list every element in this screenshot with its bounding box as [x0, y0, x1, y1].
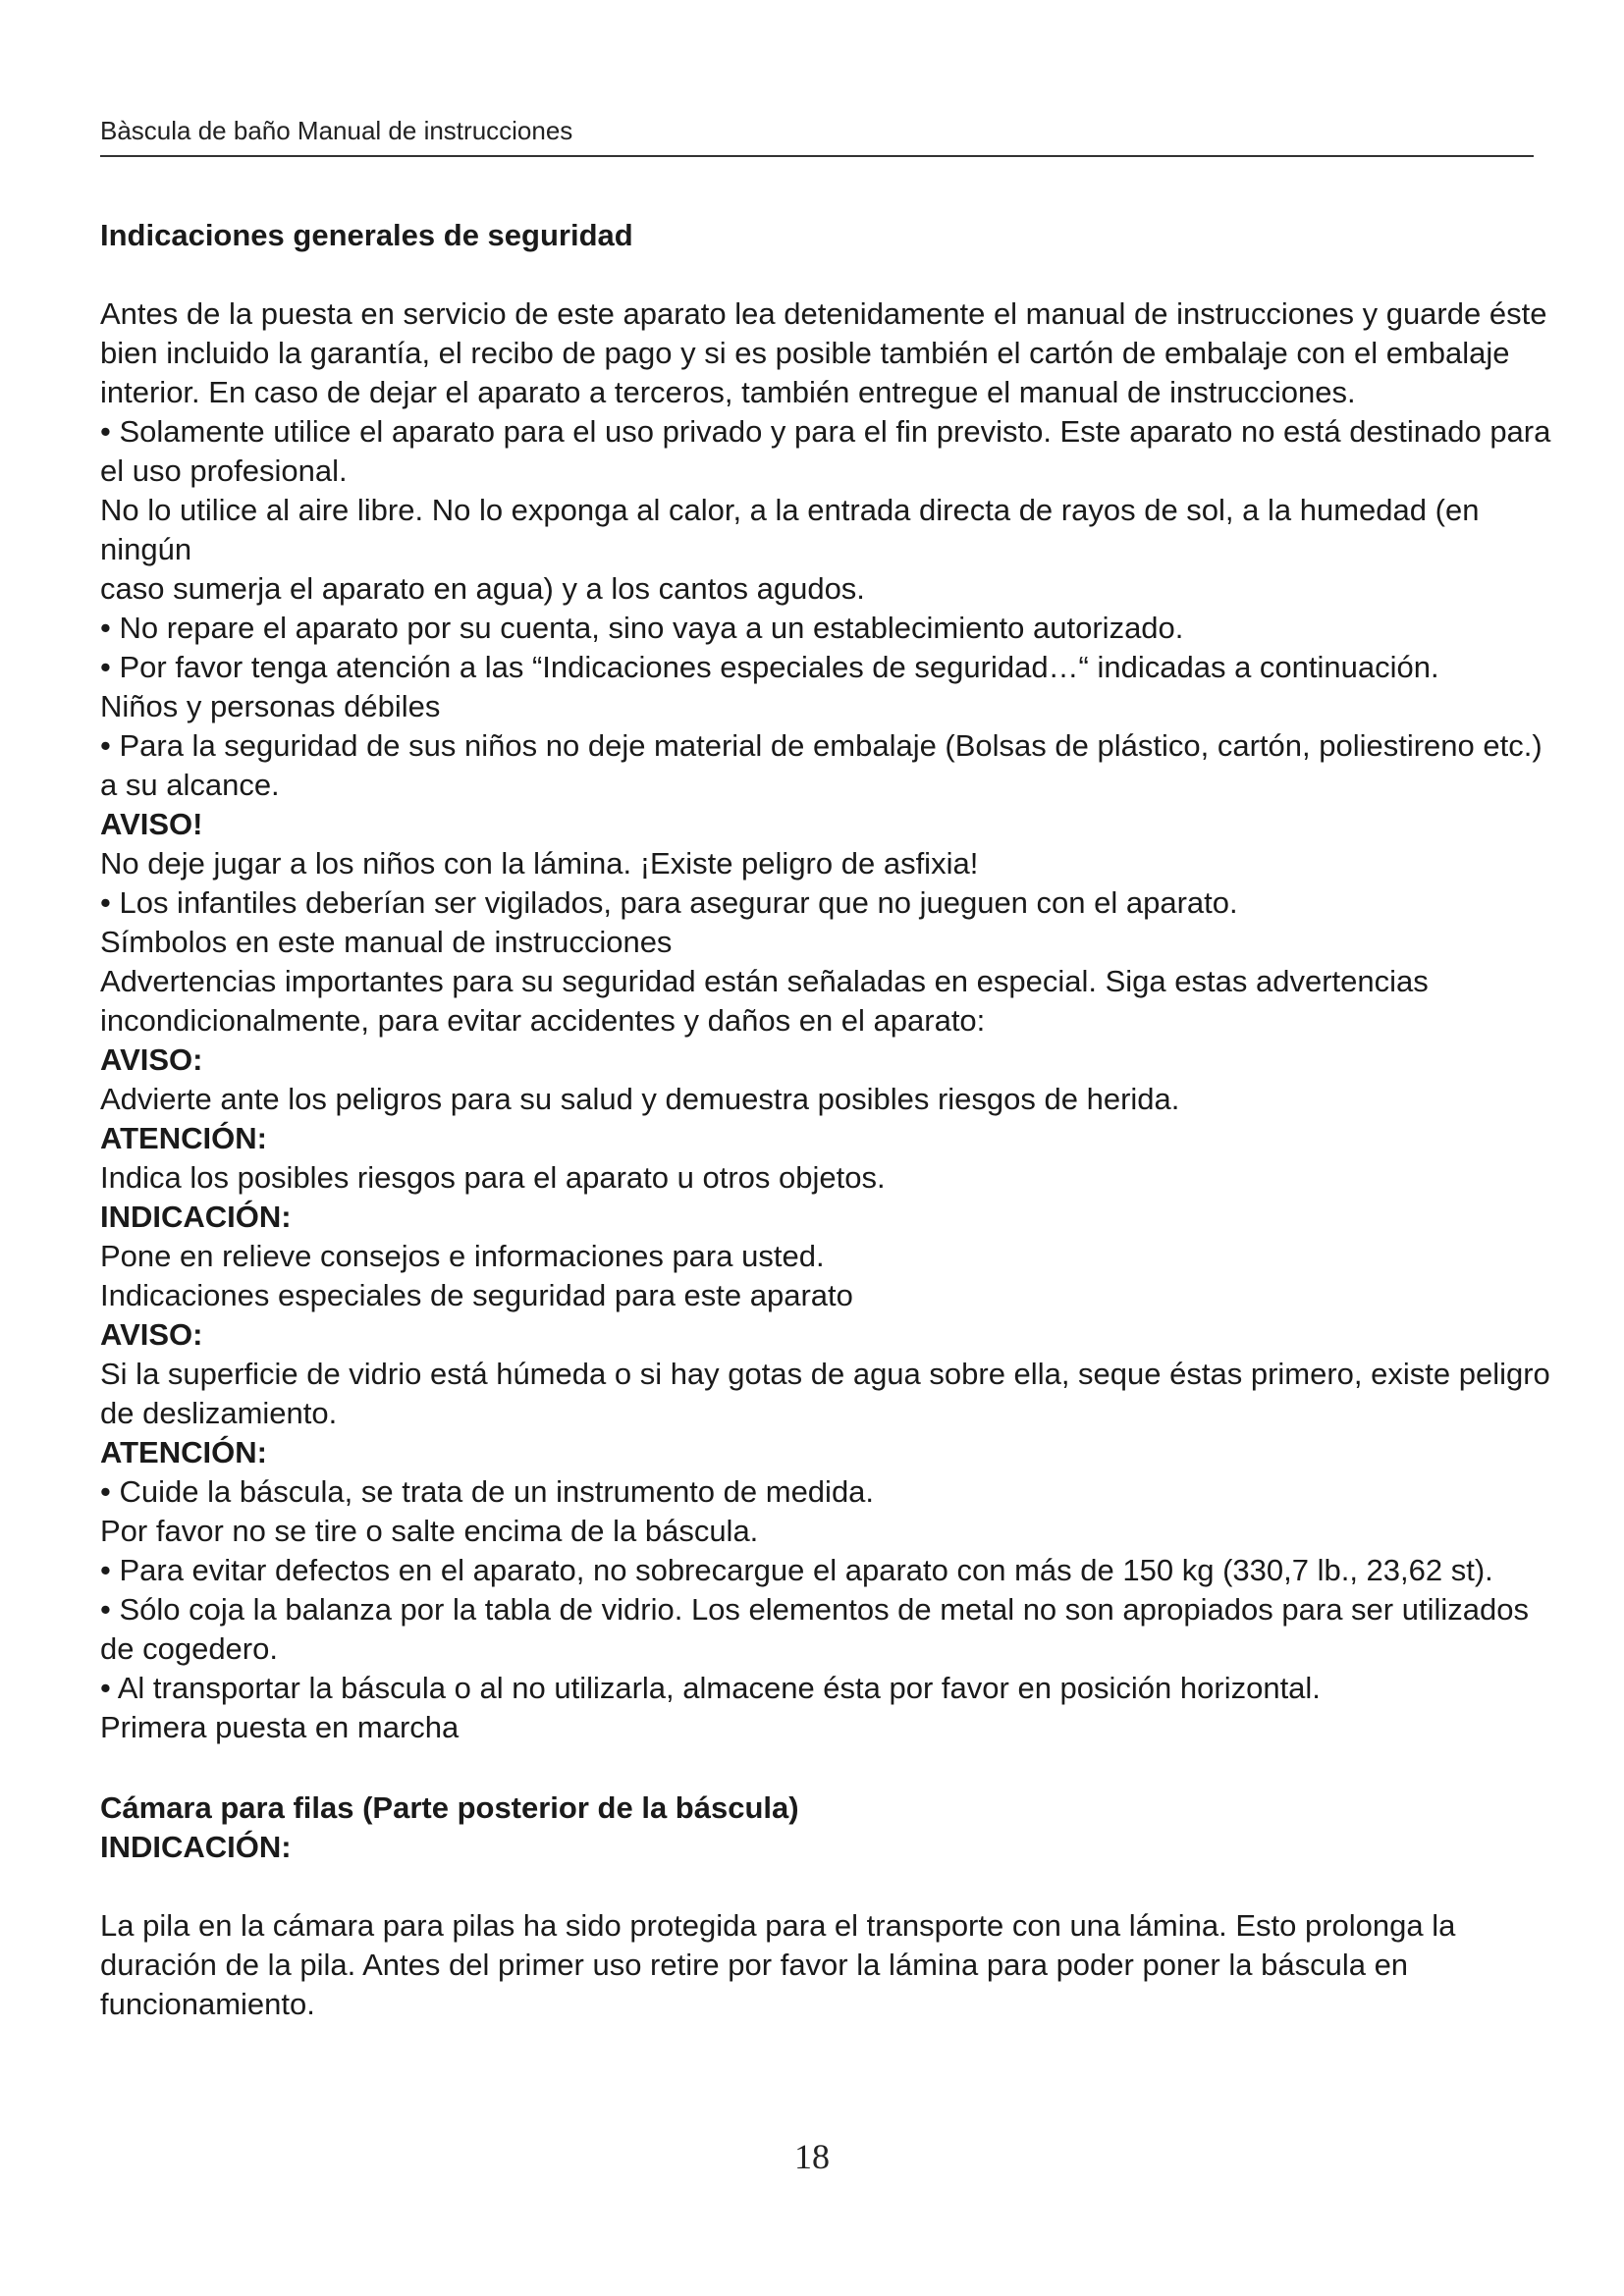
spacer	[100, 255, 1553, 294]
header-rule	[100, 155, 1534, 157]
body-line: Indicaciones especiales de seguridad para este aparato	[100, 1278, 853, 1312]
body-line: Niños y personas débiles	[100, 689, 441, 723]
body-line: Por favor no se tire o salte encima de la báscula.	[100, 1514, 759, 1548]
spacer	[100, 1867, 1553, 1906]
warning-label: INDICACIÓN:	[100, 1200, 292, 1234]
body-line: • Por favor tenga atención a las “Indicaciones especiales de seguridad…“ indicadas a continuación.	[100, 650, 1439, 684]
warning-label: AVISO!	[100, 807, 203, 841]
body-line: • Para evitar defectos en el aparato, no sobrecargue el aparato con más de 150 kg (330,7 lb., 23,62 st).	[100, 1553, 1493, 1587]
body-line: caso sumerja el aparato en agua) y a los cantos agudos.	[100, 571, 865, 606]
warning-label: AVISO:	[100, 1317, 203, 1352]
body-line: Símbolos en este manual de instrucciones	[100, 925, 673, 959]
body-line: • Cuide la báscula, se trata de un instrumento de medida.	[100, 1474, 875, 1509]
section-heading-battery: Cámara para filas (Parte posterior de la báscula)	[100, 1790, 799, 1825]
body-line: No lo utilice al aire libre. No lo exponga al calor, a la entrada directa de rayos de sol, a la humedad (en ningún	[100, 493, 1480, 566]
body-line: • Al transportar la báscula o al no utilizarla, almacene ésta por favor en posición horizontal.	[100, 1671, 1321, 1705]
body-line: • Para la seguridad de sus niños no deje material de embalaje (Bolsas de plástico, cartón, poliestireno etc.) a su alcance.	[100, 728, 1543, 802]
battery-paragraph: La pila en la cámara para pilas ha sido protegida para el transporte con una lámina. Esto prolonga la duración de la pila. Antes del primer uso retire por favor la lámina para poder poner la báscula en funcionamiento.	[100, 1908, 1456, 2021]
body-line: Indica los posibles riesgos para el aparato u otros objetos.	[100, 1160, 886, 1195]
body-line: Si la superficie de vidrio está húmeda o si hay gotas de agua sobre ella, seque éstas primero, existe peligro de deslizamiento.	[100, 1357, 1550, 1430]
warning-label: AVISO:	[100, 1042, 203, 1077]
spacer	[100, 1747, 1553, 1789]
body-line: • Los infantiles deberían ser vigilados, para asegurar que no jueguen con el aparato.	[100, 885, 1238, 920]
body-line: Advierte ante los peligros para su salud y demuestra posibles riesgos de herida.	[100, 1082, 1180, 1116]
body-line: Antes de la puesta en servicio de este aparato lea detenidamente el manual de instrucciones y guarde éste bien incluido la garantía, el recibo de pago y si es posible también el cartón de embalaje con el embalaje interior. En caso de dejar el aparato a terceros, también entregue el manual de instrucciones.	[100, 296, 1547, 409]
body-line: • No repare el aparato por su cuenta, sino vaya a un establecimiento autorizado.	[100, 611, 1184, 645]
body-line: No deje jugar a los niños con la lámina. ¡Existe peligro de asfixia!	[100, 846, 979, 881]
body-line: • Solamente utilice el aparato para el uso privado y para el fin previsto. Este aparato no está destinado para el uso profesional.	[100, 414, 1551, 488]
section-heading-safety: Indicaciones generales de seguridad	[100, 218, 633, 252]
battery-indication-label: INDICACIÓN:	[100, 1830, 292, 1864]
warning-label: ATENCIÓN:	[100, 1435, 267, 1469]
body-line: Advertencias importantes para su seguridad están señaladas en especial. Siga estas advertencias incondicionalmente, para evitar accidentes y daños en el aparato:	[100, 964, 1429, 1038]
running-header: Bàscula de baño Manual de instrucciones	[100, 116, 573, 145]
warning-label: ATENCIÓN:	[100, 1121, 267, 1155]
body-line: • Sólo coja la balanza por la tabla de vidrio. Los elementos de metal no son apropiados para ser utilizados de cogedero.	[100, 1592, 1529, 1666]
body-line: Pone en relieve consejos e informaciones para usted.	[100, 1239, 825, 1273]
page-number: 18	[794, 2137, 830, 2176]
safety-body	[100, 294, 1553, 1747]
body-line: Primera puesta en marcha	[100, 1710, 460, 1744]
page-content	[100, 216, 1553, 2024]
